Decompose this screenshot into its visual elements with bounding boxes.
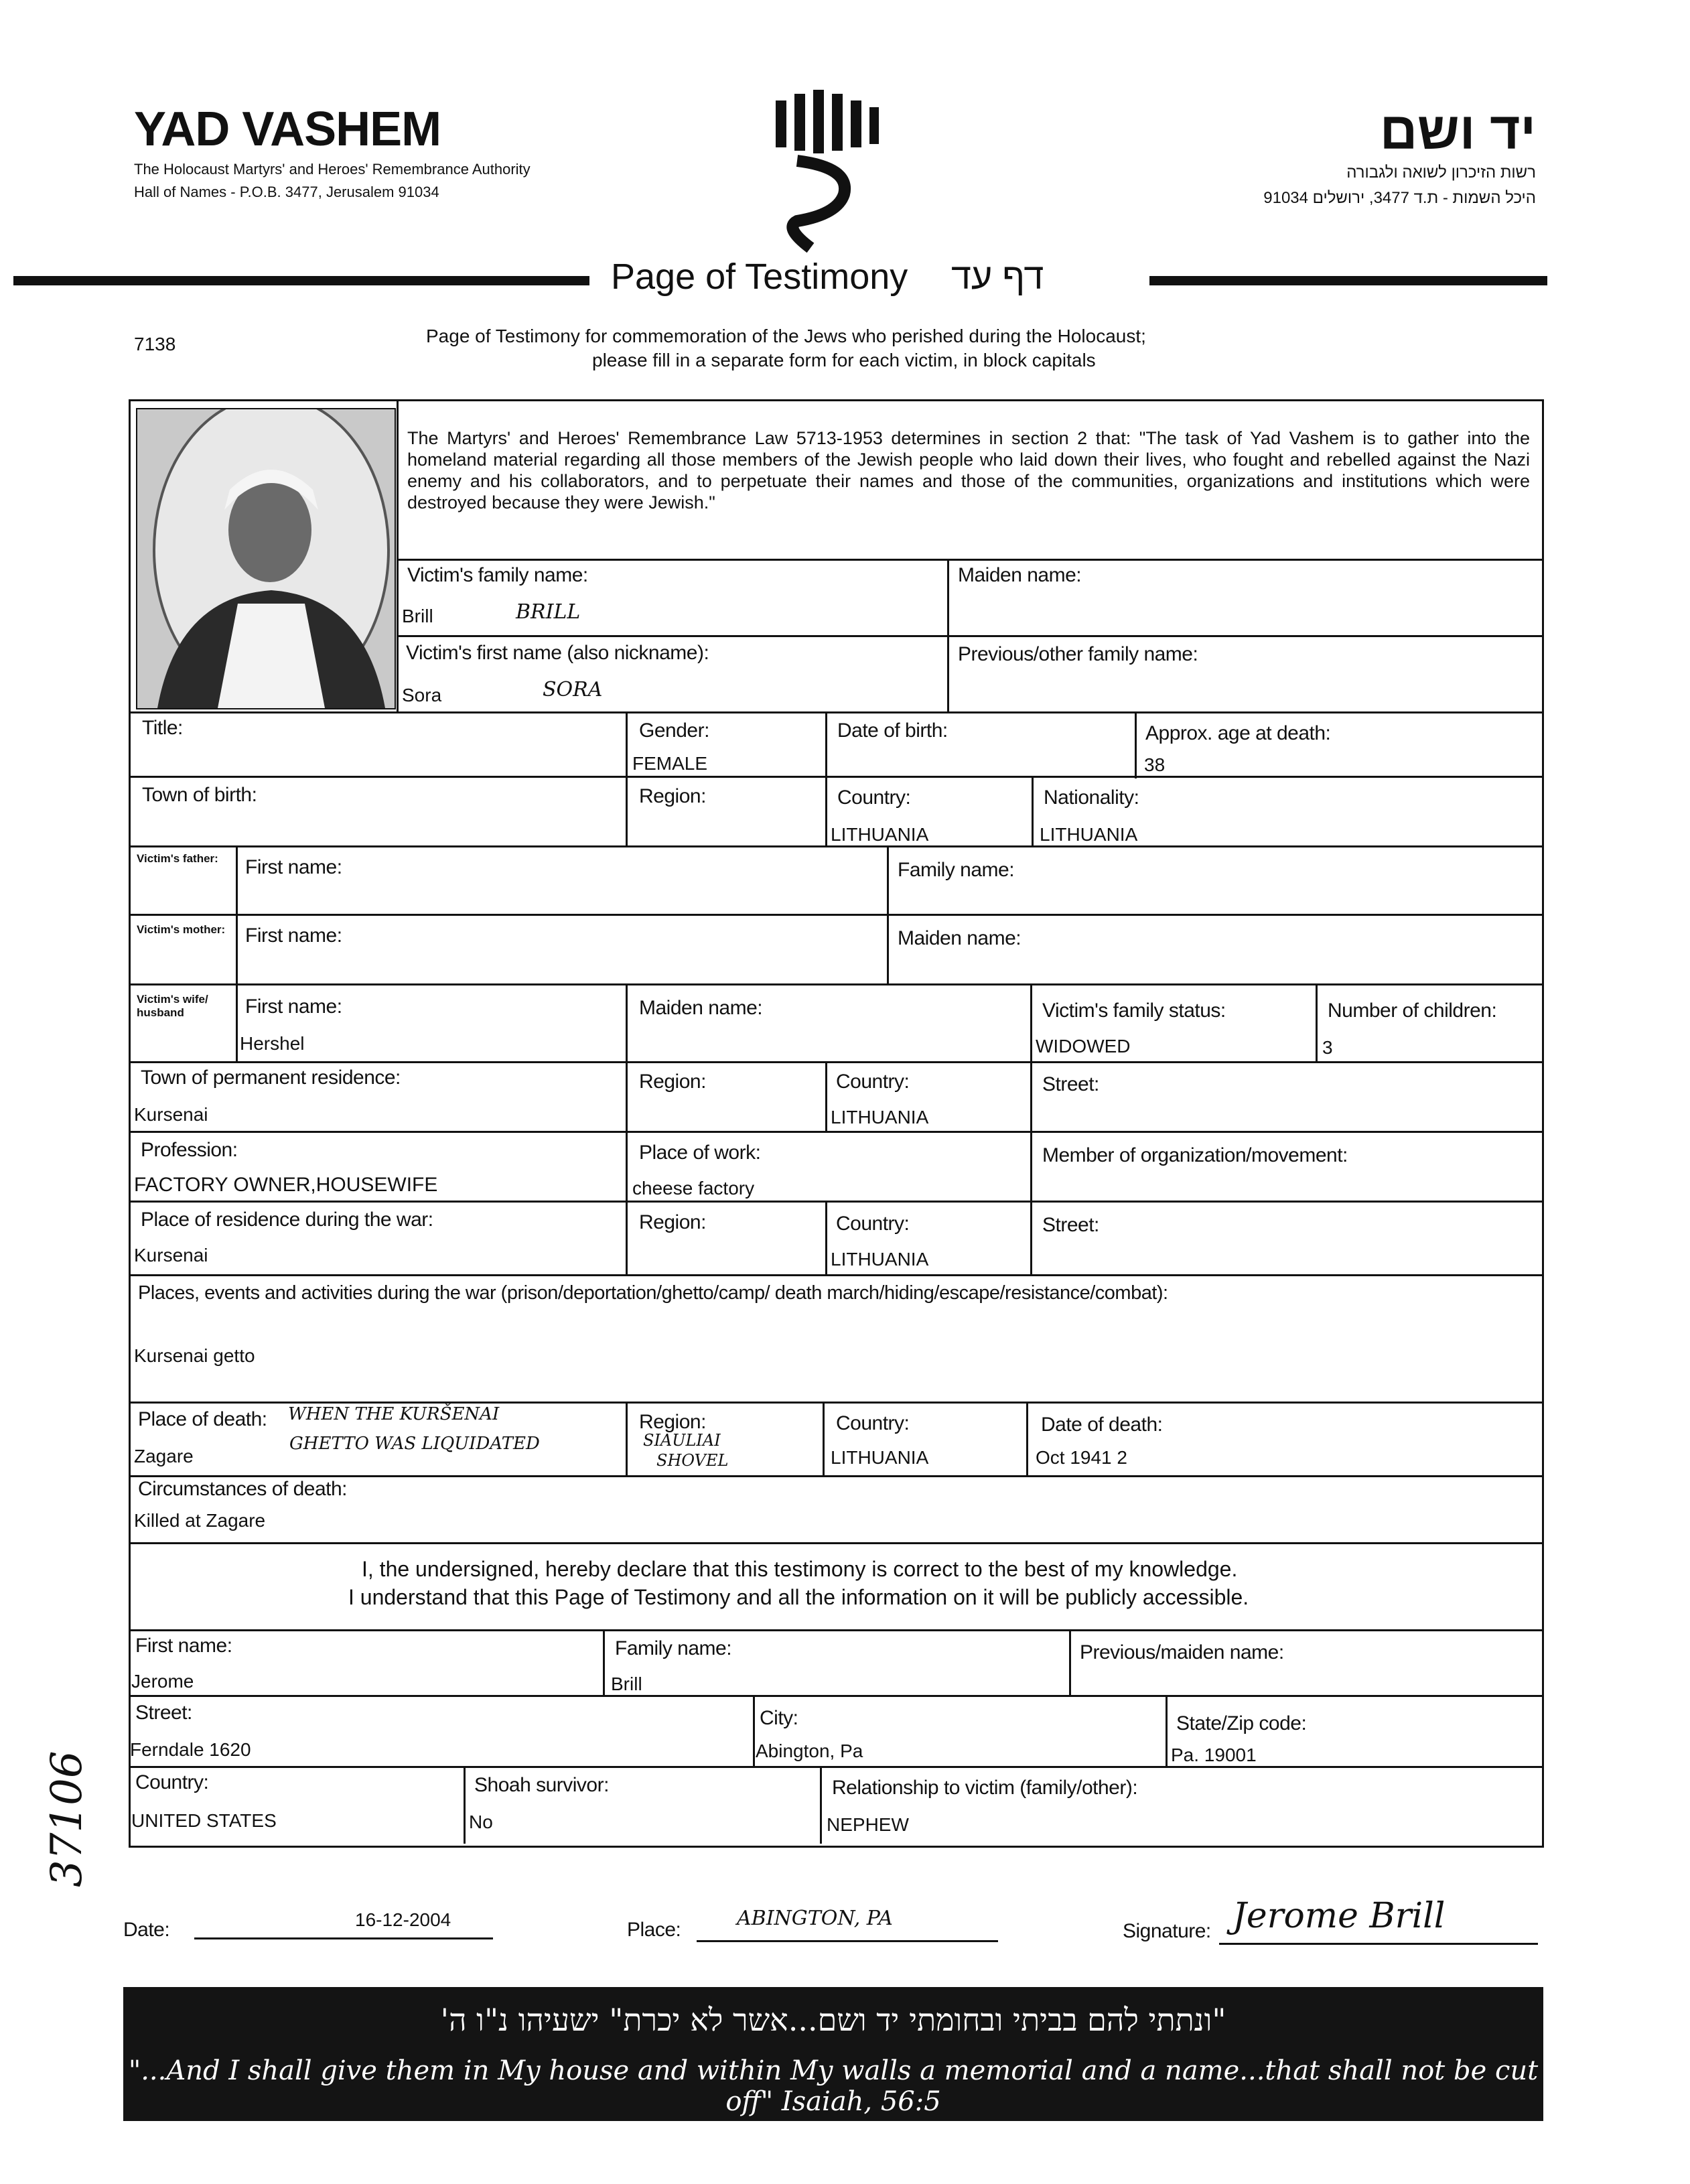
date-of-death-value: Oct 1941 2 xyxy=(1036,1447,1127,1468)
profession-value: FACTORY OWNER,HOUSEWIFE xyxy=(134,1174,438,1196)
hebrew-subtitle-1: רשות הזיכרון לשואה ולגבורה xyxy=(1346,163,1536,182)
title-rule-right xyxy=(1149,276,1547,285)
birth-country-value: LITHUANIA xyxy=(831,824,929,845)
place-of-death-handwritten-1: WHEN THE KURŠENAI xyxy=(288,1404,500,1424)
circumstances-label: Circumstances of death: xyxy=(138,1478,347,1500)
org-subtitle-2: Hall of Names - P.O.B. 3477, Jerusalem 91034 xyxy=(134,184,439,200)
footer-place-handwritten: ABINGTON, PA xyxy=(737,1907,893,1930)
date-of-death-label: Date of death: xyxy=(1041,1414,1163,1436)
place-of-death-handwritten-2: GHETTO WAS LIQUIDATED xyxy=(289,1434,540,1454)
intro-line-2: please fill in a separate form for each victim, in block capitals xyxy=(592,350,1096,370)
place-of-work-label: Place of work: xyxy=(639,1142,761,1164)
declaration-line-2: I understand that this Page of Testimony and all the information on it will be publicly accessible. xyxy=(348,1585,1249,1609)
submitter-city: Abington, Pa xyxy=(756,1741,863,1761)
footer-date-line xyxy=(194,1937,493,1939)
law-text: The Martyrs' and Heroes' Remembrance Law 5713-1953 determines in section 2 that: "The task of Yad Vashem is to gather into the homeland material regarding all those members of the Jewish people who laid down their lives, who fought and rebelled against the Nazi enemy and his collaborators, and to perpetuate their names and those of the communities, organizations and institutions which were destroyed because they were Jewish." xyxy=(407,428,1530,513)
mother-first-name-label: First name: xyxy=(245,925,342,947)
hebrew-quote: "ונתתי להם בביתי ובחומתי יד ושם...אשר לא יכרת" ישעיהו נ"ו ה' xyxy=(440,2002,1226,2038)
victim-family-name-label: Victim's family name: xyxy=(407,564,588,586)
father-first-name-label: First name: xyxy=(245,856,342,878)
number-of-children-label: Number of children: xyxy=(1328,1000,1497,1022)
death-country-label: Country: xyxy=(836,1412,910,1434)
yad-vashem-logo-icon xyxy=(770,87,884,255)
residence-country-label: Country: xyxy=(836,1071,910,1093)
family-status-label: Victim's family status: xyxy=(1042,1000,1226,1022)
war-events-value: Kursenai getto xyxy=(134,1345,255,1366)
birth-country-label: Country: xyxy=(837,787,911,809)
place-of-work-value: cheese factory xyxy=(632,1178,755,1199)
spouse-maiden-name-label: Maiden name: xyxy=(639,997,763,1019)
permanent-residence-value: Kursenai xyxy=(134,1104,208,1125)
submitter-previous-name-label: Previous/maiden name: xyxy=(1080,1641,1284,1663)
submitter-first-name-label: First name: xyxy=(135,1635,232,1657)
mother-side-label: Victim's mother: xyxy=(137,923,226,936)
profession-label: Profession: xyxy=(141,1139,238,1161)
declaration-line-1: I, the undersigned, hereby declare that this testimony is correct to the best of my knowledge. xyxy=(362,1557,1238,1581)
footer-quote-banner xyxy=(123,1987,1543,2121)
english-quote: "...And I shall give them in My house and within My walls a memorial and a name...that shall not be cut off" Isaiah, 56:5 xyxy=(128,2055,1539,2117)
relationship-value: NEPHEW xyxy=(827,1814,909,1835)
submitter-zip: Pa. 19001 xyxy=(1171,1745,1257,1765)
war-country-label: Country: xyxy=(836,1213,910,1235)
gender-label: Gender: xyxy=(639,720,709,742)
death-region-handwritten-1: SIAULIAI xyxy=(643,1431,721,1450)
submitter-family-name-label: Family name: xyxy=(615,1637,732,1659)
footer-place-label: Place: xyxy=(627,1919,681,1941)
title-label: Title: xyxy=(142,717,183,739)
birth-region-label: Region: xyxy=(639,785,706,807)
death-country-value: LITHUANIA xyxy=(831,1447,929,1468)
submitter-family-name: Brill xyxy=(611,1674,642,1694)
shoah-survivor-label: Shoah survivor: xyxy=(474,1774,609,1796)
page-title: Page of Testimony xyxy=(611,257,908,297)
victim-photo xyxy=(136,408,396,709)
war-country-value: LITHUANIA xyxy=(831,1249,929,1270)
victim-family-name: Brill xyxy=(402,606,433,626)
mother-maiden-name-label: Maiden name: xyxy=(898,927,1022,949)
place-of-death-value: Zagare xyxy=(134,1446,194,1466)
war-region-label: Region: xyxy=(639,1211,706,1233)
war-street-label: Street: xyxy=(1042,1214,1099,1236)
victim-first-name-handwritten: SORA xyxy=(543,678,603,701)
spouse-first-name: Hershel xyxy=(240,1033,305,1054)
margin-file-number: 37106 xyxy=(42,1751,92,1887)
relationship-label: Relationship to victim (family/other): xyxy=(832,1777,1138,1799)
submitter-country-label: Country: xyxy=(135,1771,209,1793)
family-status-value: WIDOWED xyxy=(1036,1036,1131,1056)
father-side-label: Victim's father: xyxy=(137,852,218,865)
war-residence-label: Place of residence during the war: xyxy=(141,1209,433,1231)
circumstances-value: Killed at Zagare xyxy=(134,1510,266,1531)
place-of-death-label: Place of death: xyxy=(138,1408,267,1430)
shoah-survivor-value: No xyxy=(469,1812,493,1832)
date-of-birth-label: Date of birth: xyxy=(837,720,948,742)
victim-first-name: Sora xyxy=(402,685,442,705)
org-name: YAD VASHEM xyxy=(134,103,441,156)
page-title-hebrew: דף עד xyxy=(951,257,1044,297)
footer-signature-line xyxy=(1219,1943,1538,1945)
spouse-side-label: Victim's wife/ husband xyxy=(137,993,208,1019)
footer-date-value: 16-12-2004 xyxy=(355,1909,451,1930)
gender-value: FEMALE xyxy=(632,753,708,774)
org-subtitle-1: The Holocaust Martyrs' and Heroes' Remembrance Authority xyxy=(134,161,531,178)
signature-handwritten: Jerome Brill xyxy=(1233,1896,1446,1936)
residence-region-label: Region: xyxy=(639,1071,706,1093)
organization-member-label: Member of organization/movement: xyxy=(1042,1144,1348,1166)
hebrew-org-name: יד ושם xyxy=(1379,101,1536,160)
number-of-children-value: 3 xyxy=(1322,1037,1333,1058)
hebrew-subtitle-2: היכל השמות - ת.ד 3477, ירושלים 91034 xyxy=(1263,189,1536,207)
submitter-country: UNITED STATES xyxy=(131,1810,277,1831)
footer-place-line xyxy=(697,1940,998,1942)
nationality-value: LITHUANIA xyxy=(1040,824,1138,845)
victim-first-name-label: Victim's first name (also nickname): xyxy=(406,642,709,664)
permanent-residence-label: Town of permanent residence: xyxy=(141,1067,401,1089)
intro-line-1: Page of Testimony for commemoration of the Jews who perished during the Holocaust; xyxy=(426,326,1146,346)
victim-family-name-handwritten: BRILL xyxy=(516,600,581,624)
town-of-birth-label: Town of birth: xyxy=(142,784,257,806)
submitter-city-label: City: xyxy=(760,1707,798,1729)
spouse-first-name-label: First name: xyxy=(245,996,342,1018)
form-number: 7138 xyxy=(134,334,176,354)
residence-street-label: Street: xyxy=(1042,1073,1099,1095)
age-at-death-value: 38 xyxy=(1144,754,1166,775)
submitter-street: Ferndale 1620 xyxy=(130,1739,251,1760)
war-events-label: Places, events and activities during the war (prison/deportation/ghetto/camp/ death march/hiding/escape/resistance/combat): xyxy=(138,1282,1168,1304)
previous-family-name-label: Previous/other family name: xyxy=(958,643,1198,665)
nationality-label: Nationality: xyxy=(1044,787,1139,809)
submitter-first-name: Jerome xyxy=(131,1671,194,1692)
residence-country-value: LITHUANIA xyxy=(831,1107,929,1128)
submitter-zip-label: State/Zip code: xyxy=(1176,1712,1307,1734)
footer-date-label: Date: xyxy=(123,1919,170,1941)
death-region-label: Region: xyxy=(639,1411,706,1433)
victim-portrait-image xyxy=(137,409,395,708)
father-family-name-label: Family name: xyxy=(898,859,1015,881)
war-residence-value: Kursenai xyxy=(134,1245,208,1266)
footer-signature-label: Signature: xyxy=(1123,1920,1211,1942)
maiden-name-label: Maiden name: xyxy=(958,564,1082,586)
submitter-street-label: Street: xyxy=(135,1702,192,1724)
age-at-death-label: Approx. age at death: xyxy=(1145,722,1331,744)
title-rule-left xyxy=(13,276,589,285)
death-region-handwritten-2: SHOVEL xyxy=(656,1451,729,1470)
